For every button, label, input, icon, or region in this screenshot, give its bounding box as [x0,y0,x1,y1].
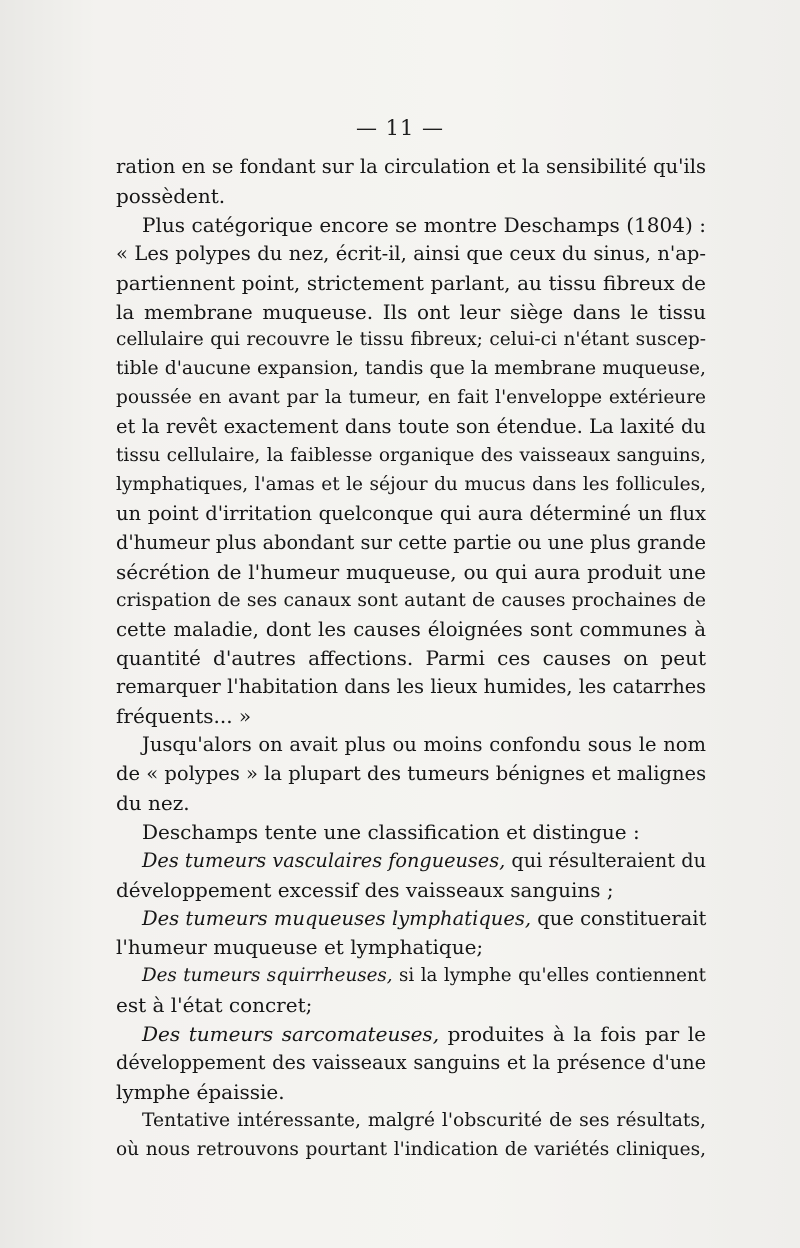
line-text: développement des vaisseaux sanguins et la présence d'une [116,1051,706,1075]
text-line [116,673,706,702]
line-text: crispation de ses canaux sont autant de causes prochaines de [116,589,706,611]
line-text: lymphe épaissie. [116,1080,285,1104]
line-text: remarquer l'habitation dans les lieux humides, les catarrhes [116,675,706,699]
line-text: l'humeur muqueuse et lymphatique; [116,935,484,960]
line-text: un point d'irritation quelconque qui aura déterminé un flux [116,501,706,525]
text-line [116,644,706,673]
text-line [116,471,706,500]
text-line [116,269,706,298]
text-line [116,1049,706,1078]
line-text: lymphatiques, l'amas et le séjour du mucus dans les follicules, [116,473,706,495]
text-line [116,847,706,876]
text-line [116,442,706,471]
text-line [116,1107,706,1136]
line-text: Deschamps tente une classification et distingue : [142,819,640,844]
line-text: où nous retrouvons pourtant l'indication de variétés cliniques, [116,1138,706,1160]
text-line [116,211,706,240]
line-text: de « polypes » la plupart des tumeurs bénignes et malignes [116,762,707,786]
line-text: « Les polypes du nez, écrit-il, ainsi que ceux du sinus, n'ap- [116,241,706,265]
line-text: tissu cellulaire, la faiblesse organique des vaisseaux sanguins, [116,445,706,467]
text-line [116,384,706,413]
line-text: du nez. [116,790,190,815]
line-text: Tentative intéressante, malgré l'obscurité de ses résultats, [142,1109,706,1131]
text-line [116,500,706,529]
page-number: — 11 — [355,116,445,140]
line-text: fréquents... » [116,704,252,729]
line-text: que constituerait [531,906,707,930]
text-line [116,298,706,327]
line-text: la membrane muqueuse. Ils ont leur siège dans le tissu [116,299,706,324]
italic-term: Des tumeurs sarcomateuses, [142,1022,440,1047]
body-text [116,153,706,1165]
text-line [116,991,706,1020]
text-line [116,962,706,991]
text-line [116,1020,706,1049]
line-text: développement excessif des vaisseaux sanguins ; [116,877,614,902]
line-text: et la revêt exactement dans toute son étendue. La laxité du [116,415,706,439]
line-text: cellulaire qui recouvre le tissu fibreux; celui-ci n'étant suscep- [116,329,706,351]
line-text: possèdent. [116,183,226,208]
text-line [116,355,706,384]
line-text: si la lymphe qu'elles contiennent [392,965,706,987]
text-line [116,153,706,182]
text-line [116,905,706,934]
line-text: quantité d'autres affections. Parmi ces causes on peut [116,646,706,671]
line-text: ration en se fondant sur la circulation et la sensibilité qu'ils [116,155,706,178]
italic-term: Des tumeurs vasculaires fongueuses, [142,848,506,872]
text-line [116,818,706,847]
text-line [116,789,706,818]
line-text: poussée en avant par la tumeur, en fait l'enveloppe extérieure [116,387,706,409]
italic-term: Des tumeurs muqueuses lymphatiques, [142,906,532,930]
line-text: est à l'état concret; [116,993,313,1018]
text-line [116,760,706,789]
text-line [116,616,706,645]
text-line [116,587,706,616]
text-line [116,529,706,558]
text-line [116,876,706,905]
line-text: sécrétion de l'humeur muqueuse, ou qui aura produit une [116,559,706,584]
text-line [116,558,706,587]
line-text: Plus catégorique encore se montre Deschamps (1804) : [142,212,706,237]
line-text: Jusqu'alors on avait plus ou moins confondu sous le nom [142,733,706,757]
line-text: qui résulteraient du [505,848,706,872]
text-line [116,413,706,442]
text-line [116,933,706,962]
text-line [116,702,706,731]
italic-term: Des tumeurs squirrheuses, [142,965,393,987]
text-line [116,182,706,211]
line-text: cette maladie, dont les causes éloignées sont communes à [116,617,706,641]
text-line [116,1078,706,1107]
line-text: d'humeur plus abondant sur cette partie ou une plus grande [116,530,707,554]
text-line [116,240,706,269]
line-text: partiennent point, strictement parlant, au tissu fibreux de [116,270,706,295]
text-line [116,326,706,355]
line-text: produites à la fois par le [439,1022,706,1047]
text-line [116,731,706,760]
line-text: tible d'aucune expansion, tandis que la membrane muqueuse, [116,358,706,380]
text-line [116,1136,706,1165]
